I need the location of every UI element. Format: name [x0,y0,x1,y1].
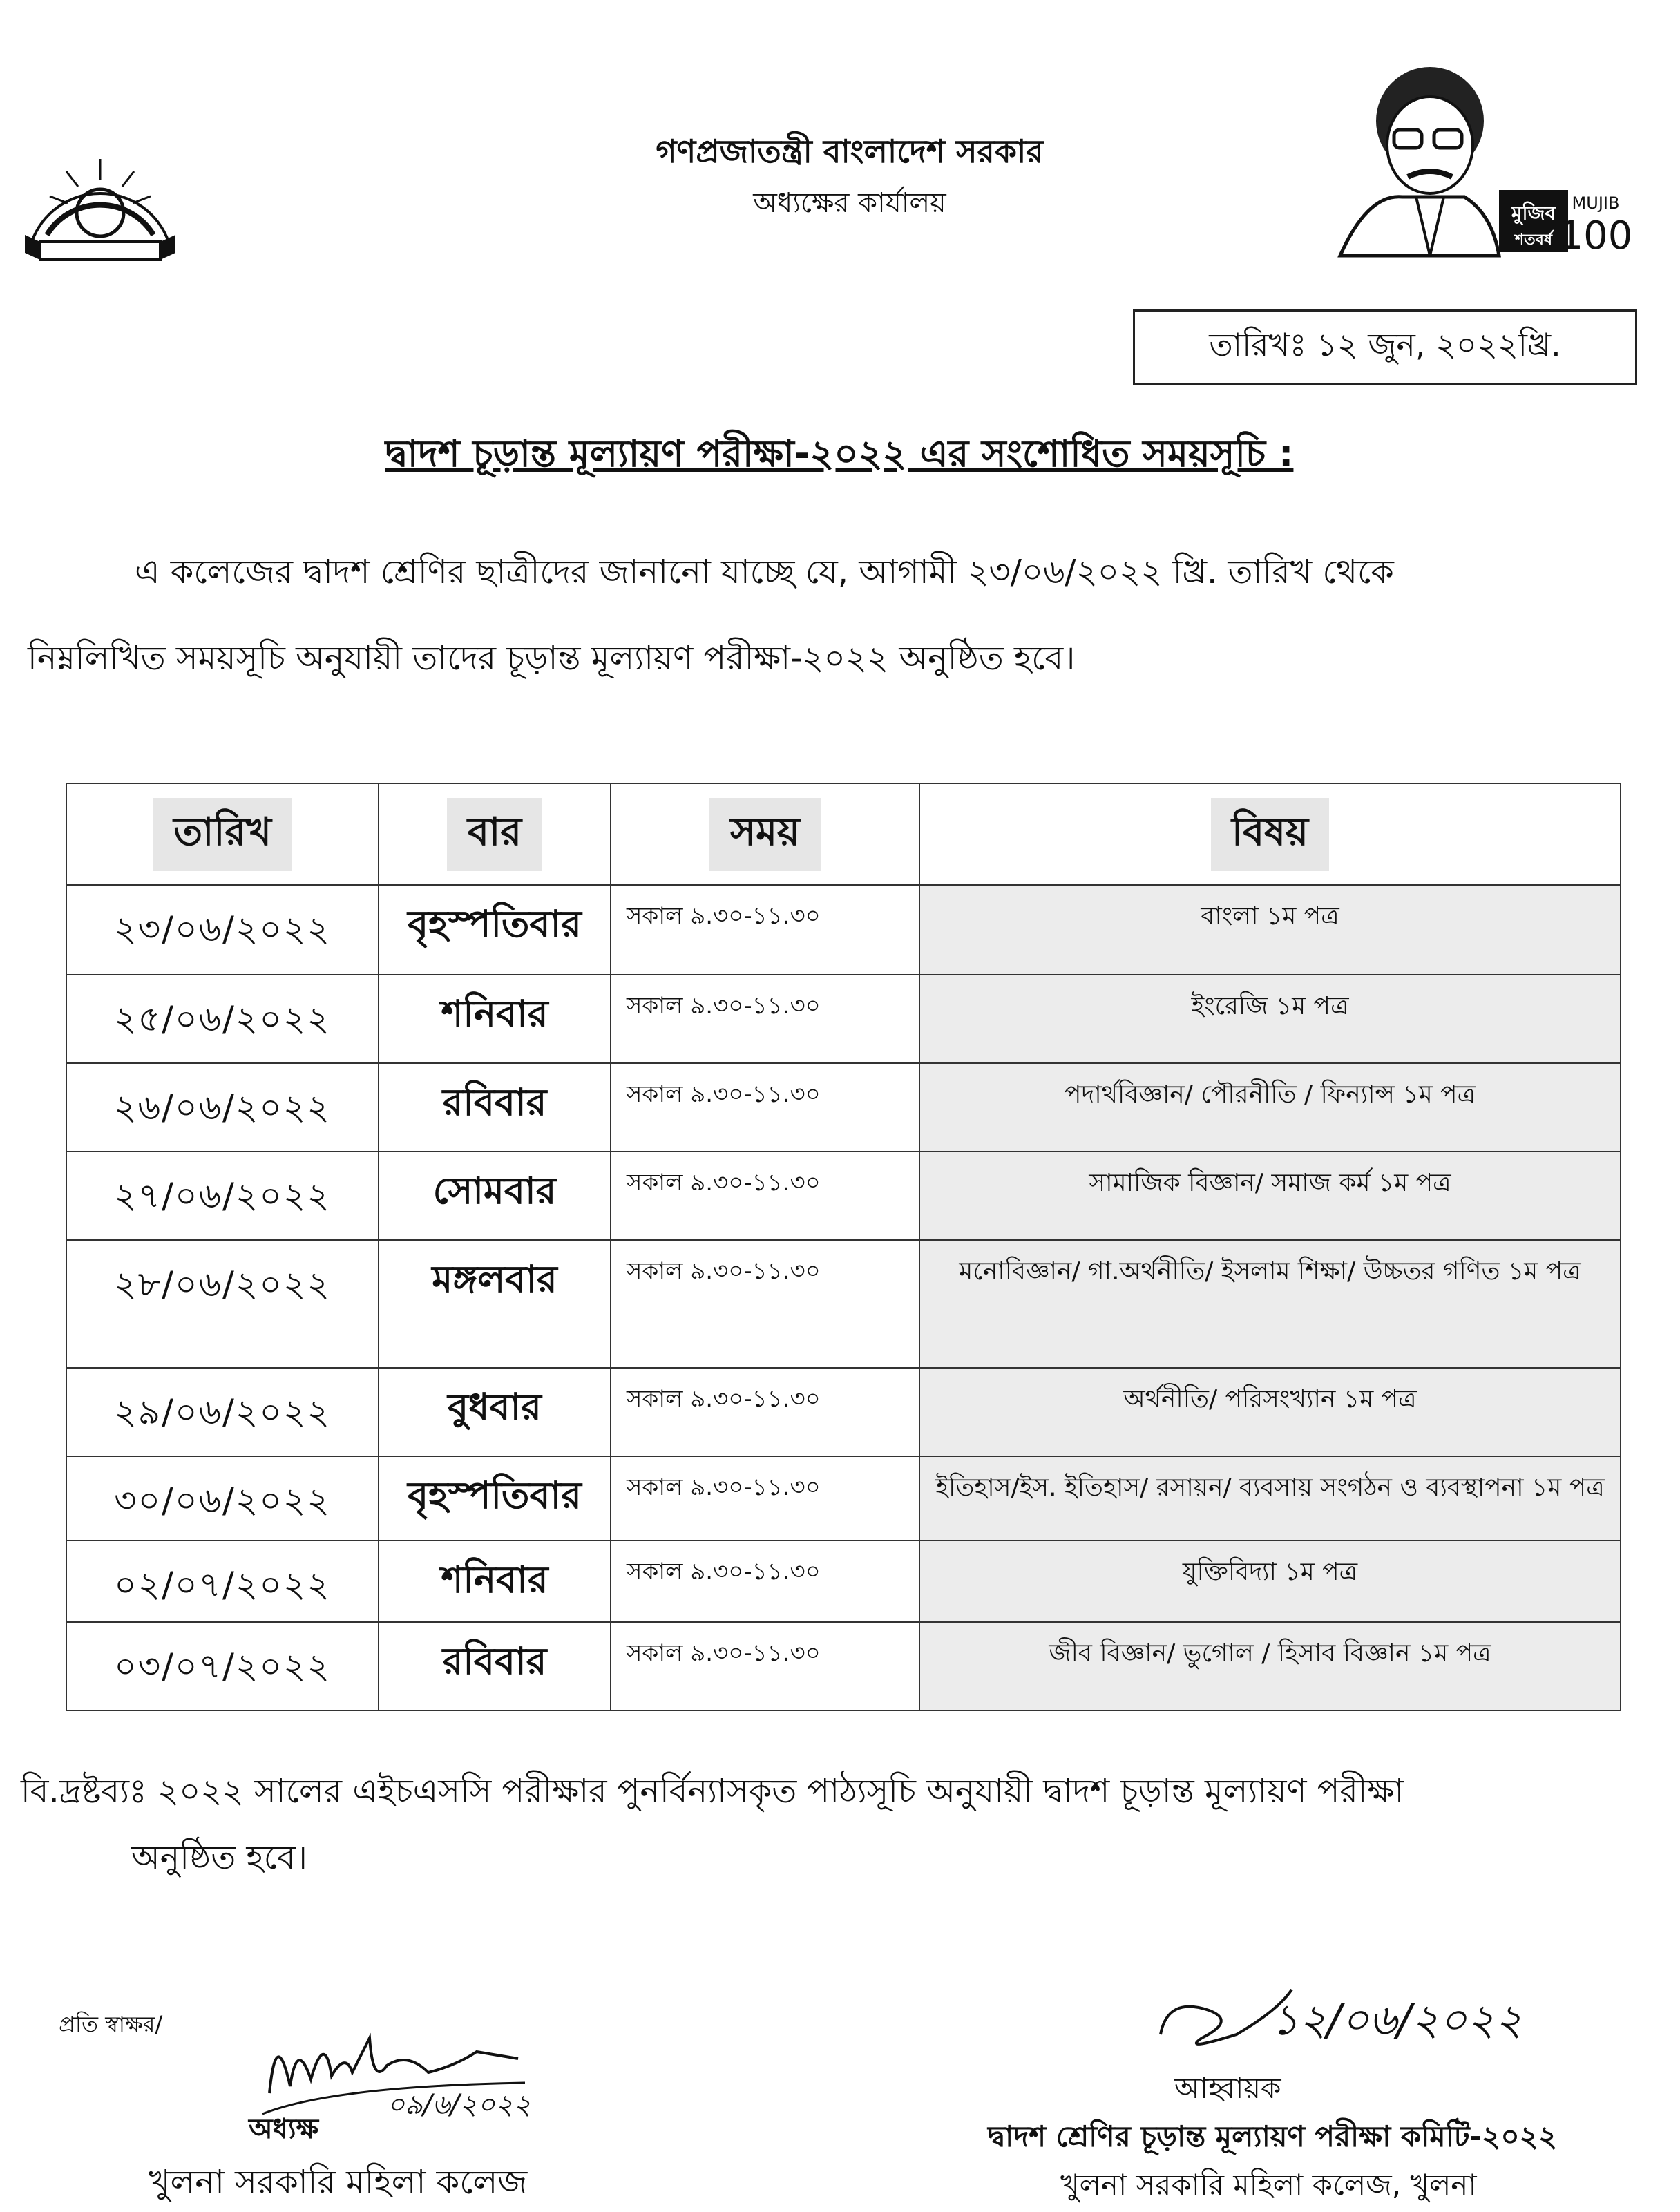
cell-time: সকাল ৯.৩০-১১.৩০ [611,1541,919,1622]
cell-date: ২৫/০৬/২০২২ [66,975,379,1063]
cell-time: সকাল ৯.৩০-১১.৩০ [611,1622,919,1710]
office-name: অধ্যক্ষের কার্যালয় [753,187,946,219]
note [21,1758,1651,1891]
committee-name: দ্বাদশ শ্রেণির চূড়ান্ত মূল্যায়ণ পরীক্ষা কমিটি-২০২২ [988,2119,1558,2153]
convener-title: আহ্বায়ক [1174,2071,1281,2105]
note-line-1: বি.দ্রষ্টব্যঃ ২০২২ সালের এইচএসসি পরীক্ষার পুনর্বিন্যাসকৃত পাঠ্যসূচি অনুযায়ী দ্বাদশ চূড়ান্ত মূল্যায়ণ পরীক্ষা [21,1772,1404,1811]
cell-day: শনিবার [379,1541,611,1622]
table-row [66,1456,1621,1541]
cell-subject: বাংলা ১ম পত্র [919,885,1621,975]
cell-date: ২৮/০৬/২০২২ [66,1240,379,1368]
cell-date: ২৯/০৬/২০২২ [66,1368,379,1456]
cell-subject: পদার্থবিজ্ঞান/ পৌরনীতি / ফিন্যান্স ১ম পত্র [919,1063,1621,1152]
header-day: বার [379,783,611,885]
cell-date: ৩০/০৬/২০২২ [66,1456,379,1541]
principal-signature-date: ০৯/৬/২০২২ [387,2089,531,2121]
header-time: সময় [611,783,919,885]
cell-day: বৃহস্পতিবার [379,885,611,975]
college-emblem-icon [19,131,181,269]
cell-date: ২৩/০৬/২০২২ [66,885,379,975]
mujib-100-logo-icon [1326,55,1633,263]
cell-date: ২৬/০৬/২০২২ [66,1063,379,1152]
cell-time: সকাল ৯.৩০-১১.৩০ [611,1152,919,1240]
table-row [66,975,1621,1063]
cell-time: সকাল ৯.৩০-১১.৩০ [611,885,919,975]
cell-subject: যুক্তিবিদ্যা ১ম পত্র [919,1541,1621,1622]
table-row [66,1622,1621,1710]
svg-text:শতবর্ষ: শতবর্ষ [1515,231,1552,249]
cell-subject: জীব বিজ্ঞান/ ভুগোল / হিসাব বিজ্ঞান ১ম পত্র [919,1622,1621,1710]
college-name-left: খুলনা সরকারি মহিলা কলেজ [149,2163,528,2202]
issue-date: তারিখঃ ১২ জুন, ২০২২খ্রি. [1133,309,1637,385]
cell-day: রবিবার [379,1063,611,1152]
table-row [66,1152,1621,1240]
cell-subject: ইতিহাস/ইস. ইতিহাস/ রসায়ন/ ব্যবসায় সংগঠন ও ব্যবস্থাপনা ১ম পত্র [919,1456,1621,1541]
cell-day: বুধবার [379,1368,611,1456]
government-title: গণপ্রজাতন্ত্রী বাংলাদেশ সরকার [656,133,1044,170]
college-name-right: খুলনা সরকারি মহিলা কলেজ, খুলনা [1060,2168,1477,2202]
cell-time: সকাল ৯.৩০-১১.৩০ [611,975,919,1063]
cell-time: সকাল ৯.৩০-১১.৩০ [611,1063,919,1152]
table-row [66,1368,1621,1456]
cell-subject: ইংরেজি ১ম পত্র [919,975,1621,1063]
cell-date: ০২/০৭/২০২২ [66,1541,379,1622]
table-row [66,1240,1621,1368]
table-row [66,885,1621,975]
cell-time: সকাল ৯.৩০-১১.৩০ [611,1240,919,1368]
cell-subject: অর্থনীতি/ পরিসংখ্যান ১ম পত্র [919,1368,1621,1456]
cell-date: ২৭/০৬/২০২২ [66,1152,379,1240]
cell-day: রবিবার [379,1622,611,1710]
cell-time: সকাল ৯.৩০-১১.৩০ [611,1368,919,1456]
cell-day: সোমবার [379,1152,611,1240]
svg-text:মুজিব: মুজিব [1511,202,1556,225]
exam-schedule-table [66,783,1621,1711]
svg-text:100: 100 [1558,213,1633,258]
cell-day: মঙ্গলবার [379,1240,611,1368]
intro-line-1: এ কলেজের দ্বাদশ শ্রেণির ছাত্রীদের জানানো যাচ্ছে যে, আগামী ২৩/০৬/২০২২ খ্রি. তারিখ থেকে [135,553,1394,591]
note-line-2: অনুষ্ঠিত হবে। [131,1838,307,1877]
cell-subject: সামাজিক বিজ্ঞান/ সমাজ কর্ম ১ম পত্র [919,1152,1621,1240]
header-subject: বিষয় [919,783,1621,885]
convener-signature [1154,1969,1540,2066]
cell-date: ০৩/০৭/২০২২ [66,1622,379,1710]
principal-title: অধ্যক্ষ [249,2113,319,2145]
convener-signature-date: ১২/০৬/২০২২ [1271,1994,1523,2045]
cell-subject: মনোবিজ্ঞান/ গা.অর্থনীতি/ ইসলাম শিক্ষা/ উচ্চতর গণিত ১ম পত্র [919,1240,1621,1368]
countersign-label: প্রতি স্বাক্ষর/ [59,2011,163,2037]
table-row [66,1541,1621,1622]
cell-time: সকাল ৯.৩০-১১.৩০ [611,1456,919,1541]
header-date: তারিখ [66,783,379,885]
cell-day: বৃহস্পতিবার [379,1456,611,1541]
table-header-row [66,783,1621,885]
intro-line-2: নিম্নলিখিত সময়সূচি অনুযায়ী তাদের চূড়ান্ত মূল্যায়ণ পরীক্ষা-২০২২ অনুষ্ঠিত হবে। [28,639,1076,678]
svg-text:MUJIB: MUJIB [1572,193,1620,213]
cell-day: শনিবার [379,975,611,1063]
page-title: দ্বাদশ চূড়ান্ত মূল্যায়ণ পরীক্ষা-২০২২ এর সংশোধিত সময়সূচি : [385,432,1294,475]
table-row [66,1063,1621,1152]
